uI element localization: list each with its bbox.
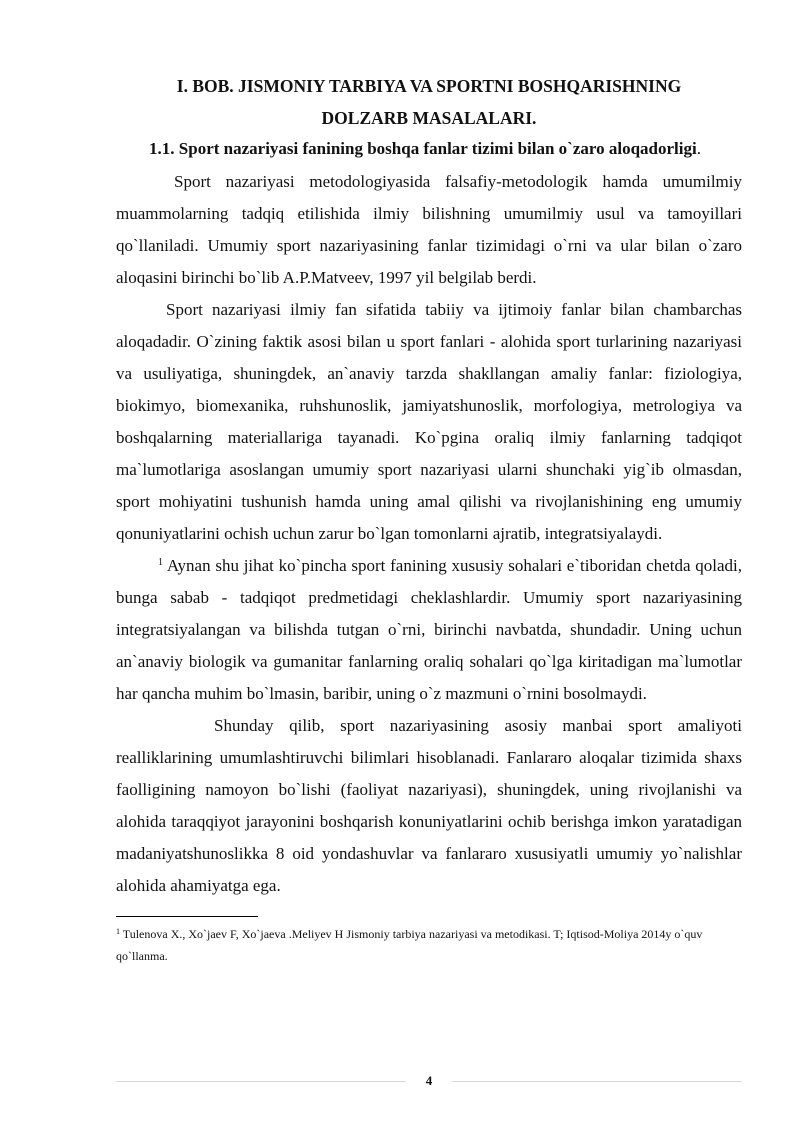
paragraph-3-text: Aynan shu jihat ko`pincha sport fanining xususiy sohalari e`tiboridan chetda qoladi, bunga sabab - tadqiqot predmetidagi cheklashlardir. Umumiy sport nazariyasining integratsiyalangan va bilishda tutgan o`rni, birinchi navbatda, shundadir. Uning uchun an`anaviy biologik va gumanitar fanlarning oraliq sohalari qo`lga kiritadigan ma`lumotlar har qancha muhim bo`lmasin, baribir, uning o`z mazmuni o`rnini bosolmaydi.: [116, 556, 742, 703]
footnote-separator: [116, 916, 258, 917]
page-footer: [116, 1071, 742, 1091]
section-title: [108, 134, 742, 164]
footnote-marker: 1: [116, 927, 120, 936]
section-title-text: 1.1. Sport nazariyasi fanining boshqa fanlar tizimi bilan o`zaro aloqadorligi: [149, 139, 697, 158]
paragraph-1: Sport nazariyasi metodologiyasida falsafiy-metodologik hamda umumilmiy muammolarning tadqiq etilishida ilmiy bilishning umumilmiy usul va tamoyillari qo`llaniladi. Umumiy sport nazariyasining fanlar tizimidagi o`rni va ular bilan o`zaro aloqasini birinchi bo`lib A.P.Matveev, 1997 yil belgilab berdi.: [116, 172, 742, 287]
paragraph-4: Shunday qilib, sport nazariyasining asosiy manbai sport amaliyoti realliklarining umumlashtiruvchi bilimlari hisoblanadi. Fanlararo aloqalar tizimida shaxs faolligining namoyon bo`lishi (faoliyat nazariyasi), shuningdek, uning rivojlanishi va alohida taraqqiyot jarayonini boshqarish konuniyatlarini ochib berishga imkon yaratadigan madaniyatshunoslikka 8 oid yondashuvlar va fanlararo xususiyatli umumiy yo`nalishlar alohida ahamiyatga ega.: [116, 716, 742, 895]
chapter-title-line-1: I. BOB. JISMONIY TARBIYA VA SPORTNI BOSHQARISHNING: [176, 76, 682, 96]
section-title-trailing: .: [696, 139, 701, 158]
page-number: 4: [425, 1073, 433, 1088]
paragraph-3: [116, 550, 742, 710]
document-page: [116, 70, 742, 967]
footer-divider-right: [452, 1081, 742, 1082]
paragraph-2: Sport nazariyasi ilmiy fan sifatida tabiiy va ijtimoiy fanlar bilan chambarchas aloqadadir. O`zining faktik asosi bilan u sport fanlari - alohida sport turlarining nazariyasi va usuliyatiga, shuningdek, an`anaviy tarzda shakllangan amaliy fanlar: fiziologiya, biokimyo, biomexanika, ruhshunoslik, jamiyatshunoslik, morfologiya, metrologiya va boshqalarning materiallariga tayanadi. Ko`pgina oraliq ilmiy fanlarning tadqiqot ma`lumotlariga asoslangan umumiy sport nazariyasi ularni shunchaki yig`ib olmasdan, sport mohiyatini tushunish hamda uning amal qilishi va rivojlanishining eng umumiy qonuniyatlarini ochish uchun zarur bo`lgan tomonlarni ajratib, integratsiyalaydi.: [116, 300, 742, 543]
footnote: [116, 923, 742, 967]
chapter-title-line-2: DOLZARB MASALALARI.: [321, 108, 537, 128]
footnote-reference-marker: 1: [158, 557, 163, 568]
footnote-text: Tulenova X., Xo`jaev F, Xo`jaeva .Meliyev H Jismoniy tarbiya nazariyasi va metodikasi. T; Iqtisod-Moliya 2014y o`quv qo`llanma.: [116, 927, 703, 963]
